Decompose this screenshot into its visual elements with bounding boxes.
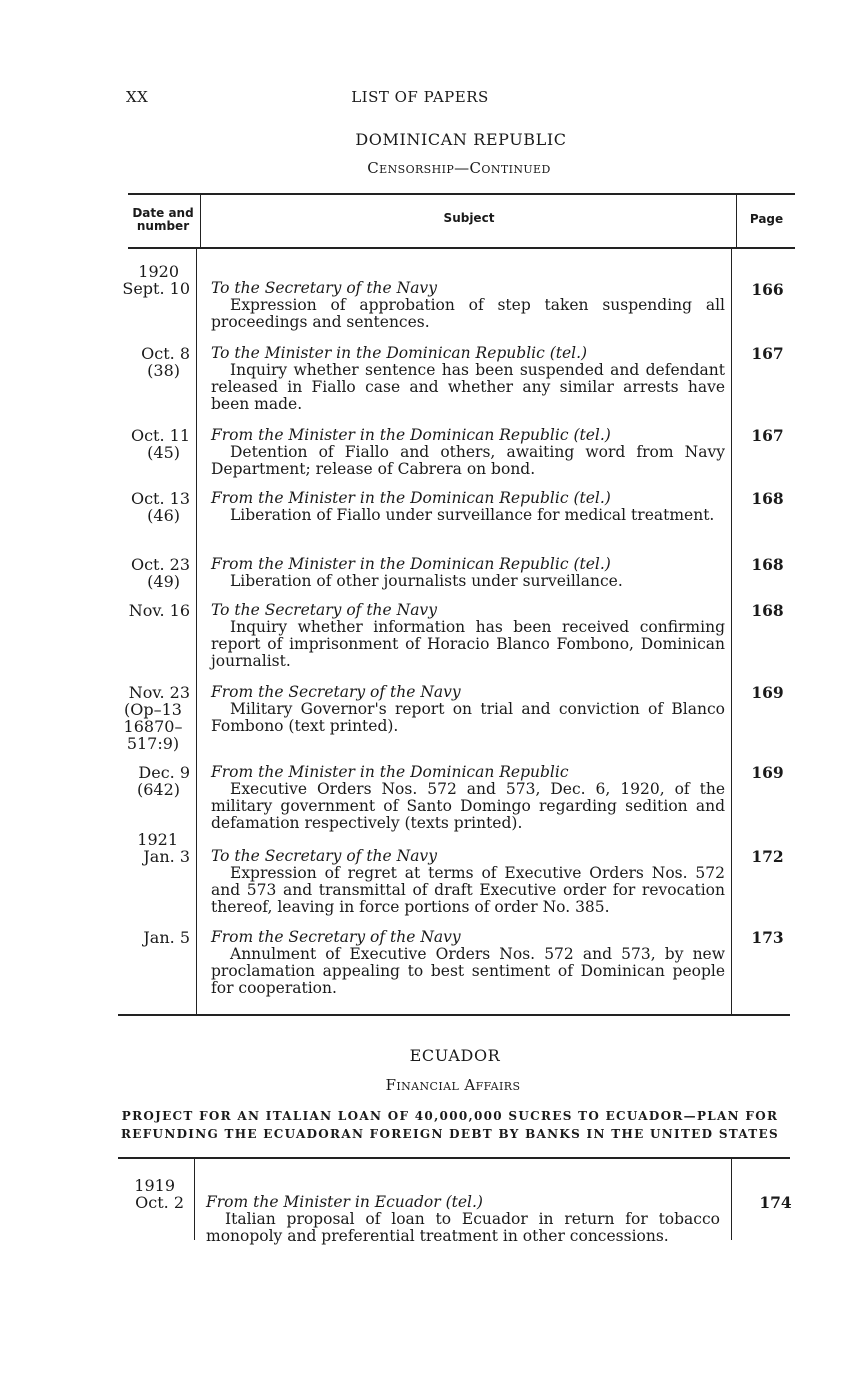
entry-correspondent: From the Secretary of the Navy	[211, 683, 461, 701]
entry-description: Inquiry whether sentence has been suspended and defendant released in Fiallo case and whether any similar arrests have been made.	[211, 361, 725, 413]
entry-number: (46)	[147, 506, 180, 525]
column-divider	[194, 1158, 195, 1240]
entry-page: 173	[751, 928, 784, 947]
entry-number: (45)	[147, 443, 180, 462]
country-heading: DOMINICAN REPUBLIC	[355, 130, 567, 149]
entry-description: Italian proposal of loan to Ecuador in return for tobacco monopoly and preferential treatment in other concessions.	[206, 1210, 720, 1245]
entry-page: 167	[751, 426, 784, 445]
entry-description: Executive Orders Nos. 572 and 573, Dec. 6, 1920, of the military government of Santo Domingo regarding sedition and defamation respectively (texts printed).	[211, 780, 725, 832]
entry-number: (49)	[147, 572, 180, 591]
entry-correspondent: From the Minister in the Dominican Republic	[211, 763, 569, 781]
section-heading: Financial Affairs	[385, 1076, 521, 1094]
entry-description: Annulment of Executive Orders Nos. 572 and 573, by new proclamation appealing to best sentiment of Dominican people for cooperation.	[211, 945, 725, 997]
entry-description: Liberation of other journalists under surveillance.	[230, 572, 623, 590]
entry-page: 174	[759, 1193, 792, 1212]
table-top-rule	[128, 193, 795, 195]
column-divider	[731, 1158, 732, 1240]
entry-date: Oct. 8	[141, 344, 190, 363]
entry-page: 166	[751, 280, 784, 299]
country-heading: ECUADOR	[409, 1046, 501, 1065]
entry-number: (Op–13 16870–517:9)	[123, 700, 183, 753]
project-heading-line: PROJECT FOR AN ITALIAN LOAN OF 40,000,000 SUCRES TO ECUADOR—PLAN FOR	[121, 1109, 779, 1123]
entry-correspondent: From the Minister in the Dominican Republic (tel.)	[211, 489, 611, 507]
entry-correspondent: From the Minister in the Dominican Republic (tel.)	[211, 426, 611, 444]
entry-correspondent: To the Minister in the Dominican Republic (tel.)	[211, 344, 588, 362]
running-title: LIST OF PAPERS	[351, 88, 489, 106]
entry-correspondent: To the Secretary of the Navy	[211, 847, 437, 865]
entry-date: Jan. 3	[143, 847, 190, 866]
entry-correspondent: To the Secretary of the Navy	[211, 601, 437, 619]
entry-page: 167	[751, 344, 784, 363]
entry-page: 172	[751, 847, 784, 866]
page-number: XX	[126, 88, 149, 106]
entry-date: Nov. 23	[128, 683, 190, 702]
entry-number: (38)	[147, 361, 180, 380]
entry-description: Military Governor's report on trial and conviction of Blanco Fombono (text printed).	[211, 700, 725, 735]
entry-date: Oct. 2	[135, 1193, 184, 1212]
entry-page: 168	[751, 601, 784, 620]
table-top-rule	[118, 1157, 790, 1159]
table-header-rule	[128, 247, 795, 249]
col-header-page: Page	[749, 212, 784, 226]
year-label: 1919	[134, 1176, 175, 1195]
entry-correspondent: From the Minister in the Dominican Republic (tel.)	[211, 555, 611, 573]
year-label: 1920	[138, 262, 179, 281]
entry-date: Oct. 11	[130, 426, 190, 445]
entry-correspondent: From the Minister in Ecuador (tel.)	[206, 1193, 483, 1211]
project-heading-line: REFUNDING THE ECUADORAN FOREIGN DEBT BY BANKS IN THE UNITED STATES	[121, 1127, 779, 1141]
entry-description: Inquiry whether information has been received confirming report of imprisonment of Horacio Blanco Fombono, Dominican journalist.	[211, 618, 725, 670]
year-label: 1921	[137, 830, 178, 849]
column-divider	[196, 248, 197, 1014]
entry-page: 169	[751, 683, 784, 702]
entry-page: 168	[751, 489, 784, 508]
col-header-subject: Subject	[443, 211, 495, 225]
column-divider	[731, 248, 732, 1014]
entry-date: Oct. 23	[130, 555, 190, 574]
col-header-date: Date and number	[132, 206, 194, 233]
table-bottom-rule	[118, 1014, 790, 1016]
entry-page: 169	[751, 763, 784, 782]
entry-description: Detention of Fiallo and others, awaiting word from Navy Department; release of Cabrera on bond.	[211, 443, 725, 478]
entry-date: Sept. 10	[122, 279, 190, 298]
entry-number: (642)	[136, 780, 180, 799]
entry-date: Oct. 13	[130, 489, 190, 508]
entry-description: Liberation of Fiallo under surveillance for medical treatment.	[230, 506, 715, 524]
project-heading	[110, 1107, 790, 1143]
entry-page: 168	[751, 555, 784, 574]
entry-date: Nov. 16	[128, 601, 190, 620]
entry-description: Expression of regret at terms of Executive Orders Nos. 572 and 573 and transmittal of draft Executive order for revocation thereof, leaving in force portions of order No. 385.	[211, 864, 725, 916]
section-heading: Censorship—Continued	[367, 159, 551, 177]
entry-description: Expression of approbation of step taken suspending all proceedings and sentences.	[211, 296, 725, 331]
entry-correspondent: To the Secretary of the Navy	[211, 279, 437, 297]
entry-date: Jan. 5	[143, 928, 190, 947]
entry-date: Dec. 9	[138, 763, 190, 782]
entry-correspondent: From the Secretary of the Navy	[211, 928, 461, 946]
